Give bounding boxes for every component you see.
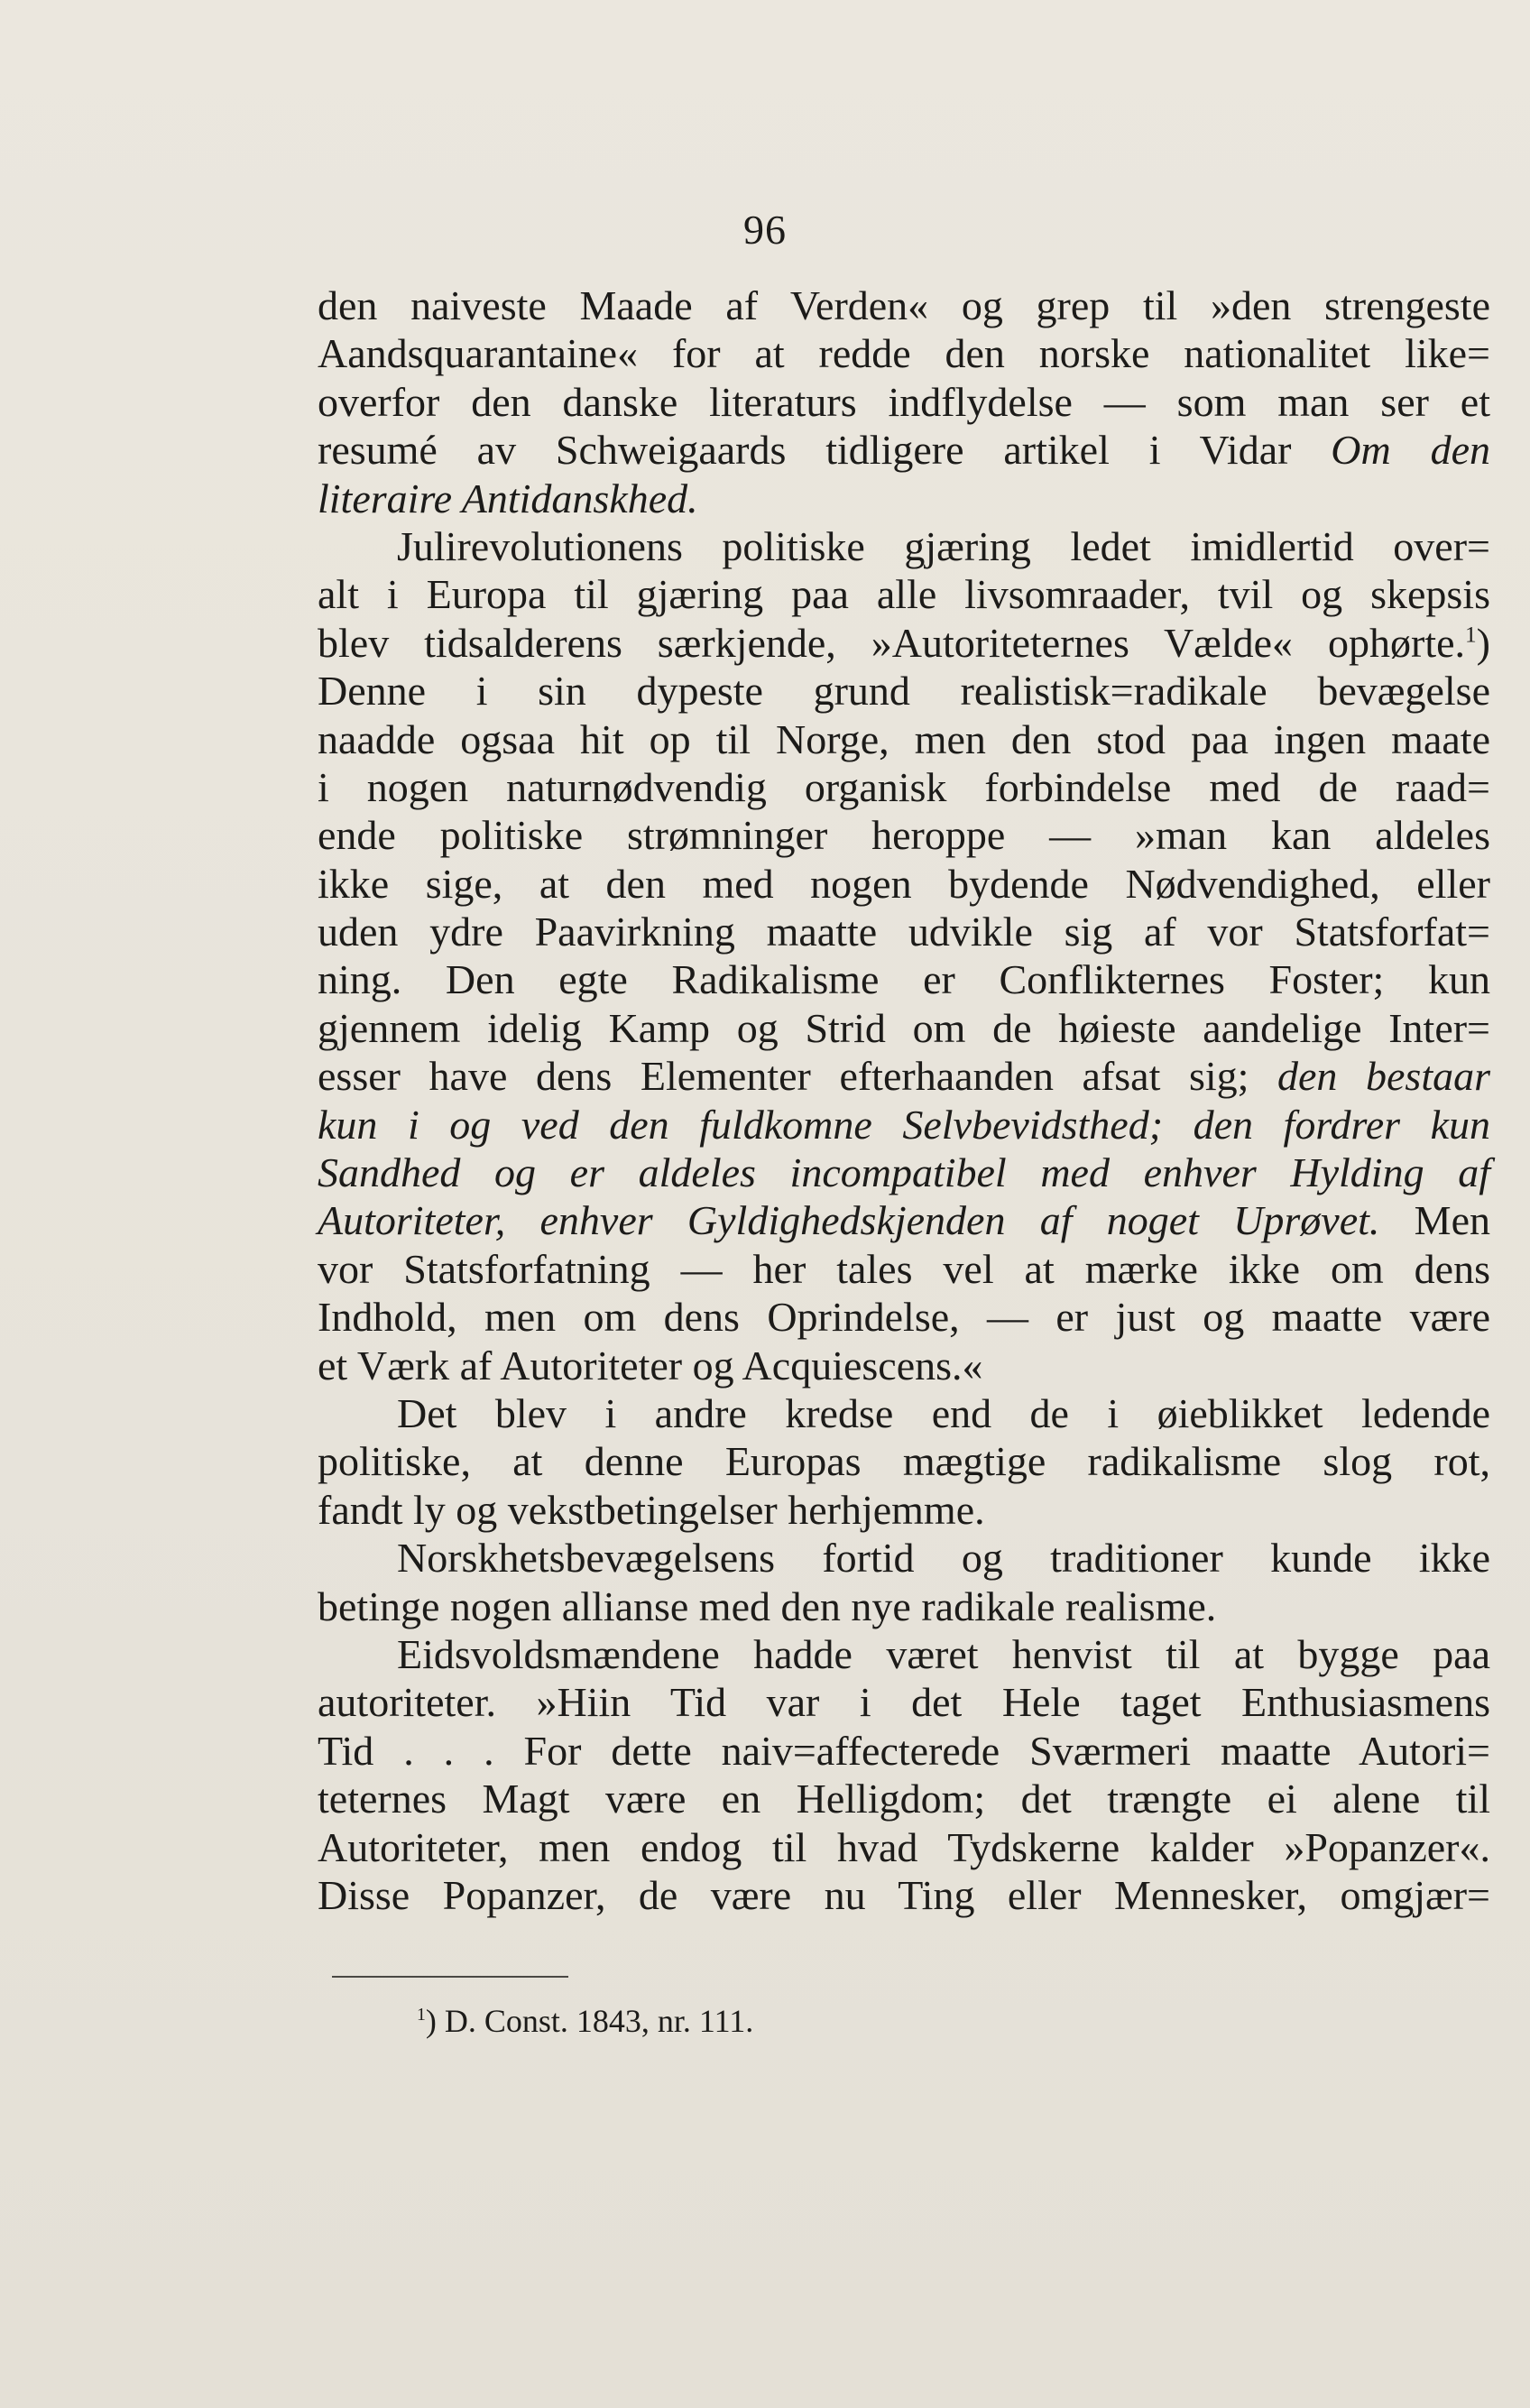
text-segment: fandt ly og vekstbetingelser herhjemme. bbox=[318, 1486, 985, 1533]
footnote-marker: 1 bbox=[417, 2005, 426, 2025]
italic-text: Om den bbox=[1331, 427, 1490, 474]
text-line bbox=[318, 1389, 1490, 1437]
text-segment: ) bbox=[1476, 619, 1490, 666]
text-line bbox=[318, 619, 1490, 667]
text-segment: politiske, at denne Europas mægtige radikalisme slog rot, bbox=[318, 1438, 1490, 1485]
text-segment: et Værk af Autoriteter og Acquiescens.« bbox=[318, 1342, 983, 1389]
text-segment: Tid . . . For dette naiv=affecterede Sværmeri maatte Autori= bbox=[318, 1727, 1490, 1774]
text-segment: Det blev i andre kredse end de i øieblikket ledende bbox=[397, 1389, 1490, 1436]
text-line bbox=[318, 667, 1490, 715]
text-segment: Autoriteter, men endog til hvad Tydskerne kalder »Popanzer«. bbox=[318, 1823, 1490, 1870]
text-segment: den naiveste Maade af Verden« og grep til »den strengeste bbox=[318, 282, 1490, 328]
footnote-rule bbox=[332, 1976, 568, 1978]
text-line bbox=[318, 1293, 1490, 1341]
text-line bbox=[318, 1149, 1490, 1196]
italic-text: literaire Antidanskhed. bbox=[318, 475, 698, 521]
text-segment: ning. Den egte Radikalisme er Conflikternes Foster; kun bbox=[318, 956, 1490, 1003]
text-segment: uden ydre Paavirkning maatte udvikle sig af vor Statsforfat= bbox=[318, 909, 1490, 955]
text-segment: Aandsquarantaine« for at redde den norske nationalitet like= bbox=[318, 330, 1490, 377]
text-line bbox=[318, 1678, 1490, 1726]
text-line bbox=[318, 908, 1490, 955]
text-segment: ende politiske strømninger heroppe — »man kan aldeles bbox=[318, 812, 1490, 859]
text-segment: Eidsvoldsmændene hadde været henvist til at bygge paa bbox=[397, 1630, 1490, 1677]
italic-text: kun i og ved den fuldkomne Selvbevidsthed; den fordrer kun bbox=[318, 1101, 1490, 1148]
text-line bbox=[318, 475, 1490, 522]
text-segment: ikke sige, at den med nogen bydende Nødvendighed, eller bbox=[318, 860, 1490, 907]
text-segment: resumé av Schweigaards tidligere artikel i Vidar bbox=[318, 427, 1332, 474]
italic-text: den bestaar bbox=[1277, 1053, 1490, 1100]
text-line bbox=[318, 1245, 1490, 1293]
text-line bbox=[318, 426, 1490, 474]
text-line bbox=[318, 1101, 1490, 1149]
text-segment: naadde ogsaa hit op til Norge, men den stod paa ingen maate bbox=[318, 715, 1490, 762]
text-segment: Norskhetsbevægelsens fortid og traditioner kunde ikke bbox=[397, 1535, 1490, 1582]
text-segment: teternes Magt være en Helligdom; det trængte ei alene til bbox=[318, 1776, 1490, 1822]
text-line bbox=[318, 1775, 1490, 1822]
text-line bbox=[318, 1004, 1490, 1052]
text-line bbox=[318, 715, 1490, 763]
body-text bbox=[318, 281, 1490, 1919]
text-line bbox=[318, 378, 1490, 426]
text-line bbox=[318, 1196, 1490, 1244]
text-line bbox=[318, 1582, 1490, 1630]
text-line bbox=[318, 763, 1490, 811]
text-segment: i nogen naturnødvendig organisk forbindelse med de raad= bbox=[318, 763, 1490, 810]
text-segment: alt i Europa til gjæring paa alle livsomraader, tvil og skepsis bbox=[318, 571, 1490, 618]
italic-text: Autoriteter, enhver Gyldighedskjenden af noget Uprøvet. bbox=[318, 1197, 1380, 1244]
text-line bbox=[318, 522, 1490, 570]
text-line bbox=[318, 860, 1490, 908]
text-line bbox=[318, 1052, 1490, 1100]
text-line bbox=[318, 1823, 1490, 1871]
page-number: 96 bbox=[743, 207, 787, 253]
text-segment: overfor den danske literaturs indflydelse — som man ser et bbox=[318, 378, 1490, 425]
text-segment: Julirevolutionens politiske gjæring ledet imidlertid over= bbox=[397, 522, 1490, 569]
text-segment: autoriteter. »Hiin Tid var i det Hele taget Enthusiasmens bbox=[318, 1679, 1490, 1726]
text-line bbox=[318, 329, 1490, 377]
text-line bbox=[318, 281, 1490, 329]
italic-text: Sandhed og er aldeles incompatibel med enhver Hylding af bbox=[318, 1149, 1490, 1196]
footnote-reference: 1 bbox=[1465, 622, 1477, 648]
text-line bbox=[318, 1342, 1490, 1389]
text-line bbox=[318, 1630, 1490, 1678]
text-line bbox=[318, 1486, 1490, 1534]
text-segment: gjennem idelig Kamp og Strid om de høieste aandelige Inter= bbox=[318, 1004, 1490, 1051]
text-segment: esser have dens Elementer efterhaanden afsat sig; bbox=[318, 1053, 1277, 1100]
text-segment: blev tidsalderens særkjende, »Autoriteternes Vælde« ophørte. bbox=[318, 619, 1466, 666]
text-segment: Disse Popanzer, de være nu Ting eller Mennesker, omgjær= bbox=[318, 1871, 1490, 1918]
text-line bbox=[318, 811, 1490, 859]
footnote-marker-close: ) bbox=[425, 2003, 437, 2039]
footnote bbox=[417, 1998, 753, 2044]
text-segment: Indhold, men om dens Oprindelse, — er just og maatte være bbox=[318, 1294, 1490, 1341]
text-segment: vor Statsforfatning — her tales vel at mærke ikke om dens bbox=[318, 1245, 1490, 1292]
text-segment: betinge nogen allianse med den nye radikale realisme. bbox=[318, 1582, 1217, 1629]
footnote-text: D. Const. 1843, nr. 111. bbox=[436, 2003, 754, 2039]
text-line bbox=[318, 1534, 1490, 1582]
text-line bbox=[318, 1437, 1490, 1485]
text-line bbox=[318, 1727, 1490, 1775]
text-line bbox=[318, 570, 1490, 618]
text-segment: Men bbox=[1379, 1197, 1490, 1244]
text-line bbox=[318, 1871, 1490, 1919]
text-segment: Denne i sin dypeste grund realistisk=radikale bevægelse bbox=[318, 668, 1490, 715]
text-line bbox=[318, 955, 1490, 1003]
